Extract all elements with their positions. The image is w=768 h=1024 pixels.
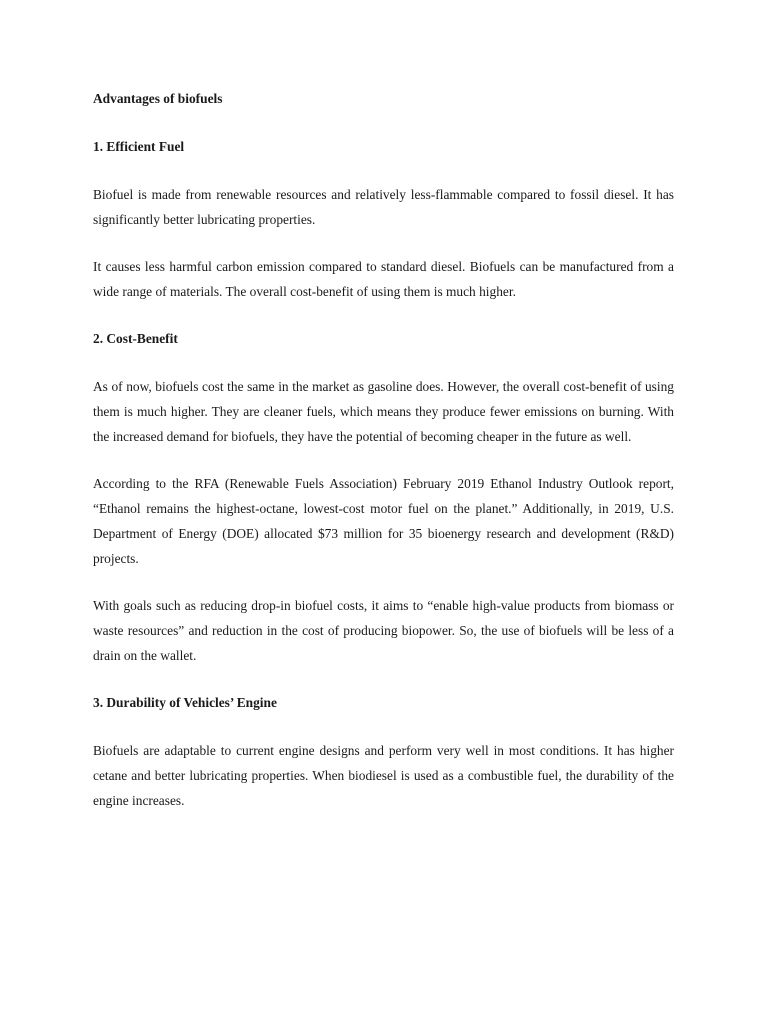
paragraph: It causes less harmful carbon emission compared to standard diesel. Biofuels can be manufactured from a wide range of materials. The overall cost-benefit of using them is much higher. [93, 259, 674, 299]
section-heading-efficient-fuel: 1. Efficient Fuel [93, 139, 185, 154]
document-page [93, 86, 674, 835]
paragraph: According to the RFA (Renewable Fuels Association) February 2019 Ethanol Industry Outlook report, “Ethanol remains the highest-octane, lowest-cost motor fuel on the planet.” Additionally, in 2019, U.S. Department of Energy (DOE) allocated $73 million for 35 bioenergy research and development (R&D) projects. [93, 476, 674, 566]
document-title: Advantages of biofuels [93, 91, 223, 106]
section-heading-cost-benefit: 2. Cost-Benefit [93, 331, 178, 346]
paragraph: Biofuel is made from renewable resources and relatively less-flammable compared to fossil diesel. It has significantly better lubricating properties. [93, 187, 674, 227]
section-heading-durability: 3. Durability of Vehicles’ Engine [93, 695, 277, 710]
paragraph: Biofuels are adaptable to current engine designs and perform very well in most conditions. It has higher cetane and better lubricating properties. When biodiesel is used as a combustible fuel, the durability of the engine increases. [93, 743, 674, 808]
paragraph: As of now, biofuels cost the same in the market as gasoline does. However, the overall cost-benefit of using them is much higher. They are cleaner fuels, which means they produce fewer emissions on burning. With the increased demand for biofuels, they have the potential of becoming cheaper in the future as well. [93, 379, 674, 444]
paragraph: With goals such as reducing drop-in biofuel costs, it aims to “enable high-value products from biomass or waste resources” and reduction in the cost of producing biopower. So, the use of biofuels will be less of a drain on the wallet. [93, 598, 674, 663]
